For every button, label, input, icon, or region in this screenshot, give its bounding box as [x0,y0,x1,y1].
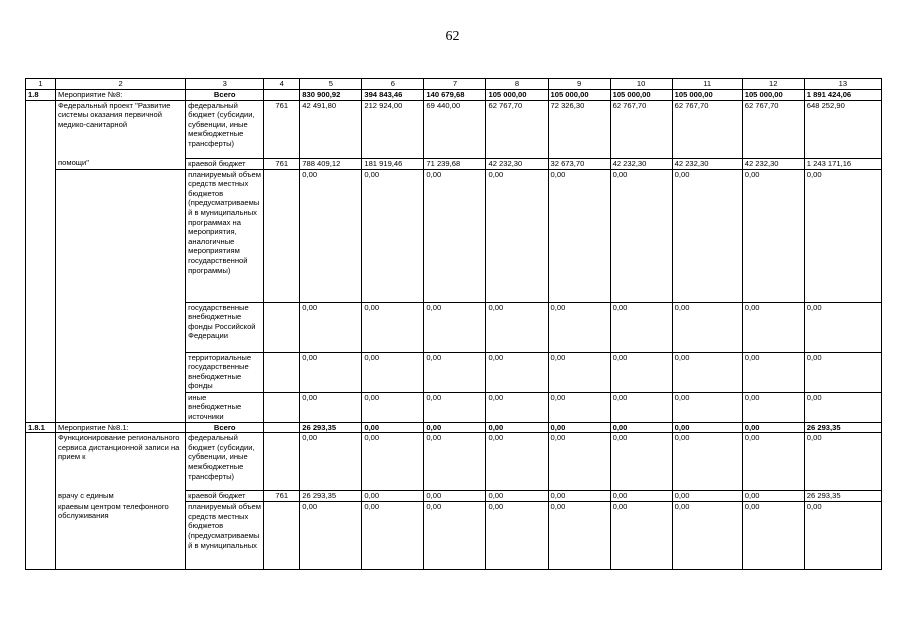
row-name [56,169,186,302]
header-cell: 9 [548,79,610,90]
row-name: краевым центром телефонного обслуживания [56,502,186,570]
value-cell: 0,00 [804,302,881,352]
code-cell [264,352,300,392]
funding-source: планируемый объем средств местных бюджетов (предусматриваемый в муниципальных [186,502,264,570]
value-cell: 0,00 [742,433,804,491]
table-row [26,90,882,101]
code-cell [264,422,300,433]
value-cell: 0,00 [742,392,804,422]
code-cell: 761 [264,491,300,502]
value-cell: 0,00 [362,392,424,422]
table-row [26,433,882,491]
value-cell: 62 767,70 [742,100,804,158]
row-number: 1.8 [26,90,56,101]
row-number: 1.8.1 [26,422,56,433]
value-cell: 72 326,30 [548,100,610,158]
value-cell: 62 767,70 [486,100,548,158]
value-cell: 26 293,35 [300,491,362,502]
value-cell: 62 767,70 [672,100,742,158]
row-name: Федеральный проект "Развитие системы оказания первичной медико-санитарной [56,100,186,158]
value-cell: 0,00 [548,392,610,422]
value-cell: 0,00 [742,491,804,502]
code-cell: 761 [264,100,300,158]
value-cell: 0,00 [672,302,742,352]
value-cell: 0,00 [486,169,548,302]
row-number [26,169,56,302]
value-cell: 105 000,00 [486,90,548,101]
row-number [26,158,56,169]
value-cell: 0,00 [486,352,548,392]
row-name: Функционирование регионального сервиса дистанционной записи на прием к [56,433,186,491]
value-cell: 0,00 [548,352,610,392]
value-cell: 69 440,00 [424,100,486,158]
row-number [26,100,56,158]
row-number [26,392,56,422]
row-name: врачу с единым [56,491,186,502]
funding-source: планируемый объем средств местных бюджетов (предусматриваемый в муниципальных программах на мероприятия, аналогичные мероприятиям государственной программы) [186,169,264,302]
value-cell: 71 239,68 [424,158,486,169]
value-cell: 0,00 [486,491,548,502]
table-row [26,502,882,570]
value-cell: 0,00 [300,352,362,392]
table-row [26,169,882,302]
value-cell: 830 900,92 [300,90,362,101]
value-cell: 0,00 [424,352,486,392]
code-cell [264,502,300,570]
value-cell: 0,00 [804,433,881,491]
value-cell: 26 293,35 [804,491,881,502]
row-name [56,392,186,422]
header-cell: 4 [264,79,300,90]
table-row [26,158,882,169]
value-cell: 0,00 [486,302,548,352]
row-number [26,302,56,352]
value-cell: 0,00 [742,302,804,352]
value-cell: 0,00 [672,491,742,502]
value-cell: 0,00 [548,422,610,433]
value-cell: 0,00 [424,491,486,502]
value-cell: 0,00 [548,502,610,570]
header-cell: 5 [300,79,362,90]
value-cell: 62 767,70 [610,100,672,158]
value-cell: 0,00 [742,169,804,302]
value-cell: 0,00 [672,502,742,570]
value-cell: 1 891 424,06 [804,90,881,101]
value-cell: 105 000,00 [610,90,672,101]
row-name [56,302,186,352]
value-cell: 0,00 [672,392,742,422]
value-cell: 0,00 [424,502,486,570]
table-header-row [26,79,882,90]
value-cell: 0,00 [300,169,362,302]
value-cell: 0,00 [486,433,548,491]
budget-table [25,78,882,570]
table-row [26,422,882,433]
row-number [26,433,56,491]
value-cell: 0,00 [610,491,672,502]
value-cell: 648 252,90 [804,100,881,158]
value-cell: 140 679,68 [424,90,486,101]
value-cell: 181 919,46 [362,158,424,169]
value-cell: 0,00 [610,502,672,570]
funding-source: территориальные государственные внебюджетные фонды [186,352,264,392]
page-number: 62 [445,29,460,44]
value-cell: 0,00 [486,392,548,422]
value-cell: 32 673,70 [548,158,610,169]
value-cell: 0,00 [300,392,362,422]
header-cell: 1 [26,79,56,90]
value-cell: 0,00 [610,392,672,422]
value-cell: 42 232,30 [672,158,742,169]
value-cell: 0,00 [742,422,804,433]
row-name: Мероприятие №8: [56,90,186,101]
value-cell: 0,00 [300,433,362,491]
value-cell: 0,00 [672,433,742,491]
funding-source: краевой бюджет [186,158,264,169]
value-cell: 0,00 [486,422,548,433]
code-cell [264,392,300,422]
table-row [26,491,882,502]
funding-source: федеральный бюджет (субсидии, субвенции, иные межбюджетные трансферты) [186,433,264,491]
table-row [26,352,882,392]
value-cell: 0,00 [300,302,362,352]
value-cell: 105 000,00 [548,90,610,101]
header-cell: 3 [186,79,264,90]
header-cell: 12 [742,79,804,90]
header-cell: 10 [610,79,672,90]
value-cell: 0,00 [424,422,486,433]
value-cell: 0,00 [548,302,610,352]
value-cell: 0,00 [424,392,486,422]
value-cell: 0,00 [804,502,881,570]
value-cell: 0,00 [548,433,610,491]
value-cell: 0,00 [424,169,486,302]
code-cell [264,90,300,101]
header-cell: 7 [424,79,486,90]
funding-source: федеральный бюджет (субсидии, субвенции, иные межбюджетные трансферты) [186,100,264,158]
table-row [26,100,882,158]
value-cell: 0,00 [362,169,424,302]
value-cell: 788 409,12 [300,158,362,169]
funding-source: краевой бюджет [186,491,264,502]
row-number [26,502,56,570]
code-cell: 761 [264,158,300,169]
value-cell: 0,00 [300,502,362,570]
value-cell: 212 924,00 [362,100,424,158]
value-cell: 0,00 [610,422,672,433]
header-cell: 2 [56,79,186,90]
value-cell: 0,00 [610,352,672,392]
value-cell: 0,00 [610,433,672,491]
value-cell: 0,00 [742,352,804,392]
code-cell [264,302,300,352]
value-cell: 26 293,35 [804,422,881,433]
value-cell: 0,00 [804,169,881,302]
table-row [26,302,882,352]
header-cell: 8 [486,79,548,90]
value-cell: 0,00 [672,352,742,392]
code-cell [264,169,300,302]
funding-source: иные внебюджетные источники [186,392,264,422]
row-name [56,352,186,392]
value-cell: 0,00 [362,433,424,491]
value-cell: 0,00 [804,392,881,422]
row-name: Мероприятие №8.1: [56,422,186,433]
value-cell: 0,00 [548,169,610,302]
value-cell: 1 243 171,16 [804,158,881,169]
value-cell: 0,00 [362,491,424,502]
value-cell: 105 000,00 [672,90,742,101]
header-cell: 13 [804,79,881,90]
value-cell: 42 491,80 [300,100,362,158]
value-cell: 0,00 [362,352,424,392]
value-cell: 105 000,00 [742,90,804,101]
code-cell [264,433,300,491]
value-cell: 0,00 [362,302,424,352]
value-cell: 42 232,30 [486,158,548,169]
value-cell: 0,00 [424,302,486,352]
header-cell: 11 [672,79,742,90]
table-row [26,392,882,422]
row-number [26,491,56,502]
funding-source: Всего [186,422,264,433]
row-number [26,352,56,392]
row-name: помощи" [56,158,186,169]
value-cell: 42 232,30 [742,158,804,169]
value-cell: 0,00 [610,169,672,302]
value-cell: 0,00 [672,422,742,433]
funding-source: Всего [186,90,264,101]
value-cell: 0,00 [548,491,610,502]
value-cell: 0,00 [362,502,424,570]
value-cell: 394 843,46 [362,90,424,101]
value-cell: 0,00 [610,302,672,352]
value-cell: 0,00 [424,433,486,491]
value-cell: 26 293,35 [300,422,362,433]
value-cell: 0,00 [362,422,424,433]
value-cell: 0,00 [672,169,742,302]
header-cell: 6 [362,79,424,90]
funding-source: государственные внебюджетные фонды Российской Федерации [186,302,264,352]
value-cell: 0,00 [804,352,881,392]
value-cell: 42 232,30 [610,158,672,169]
value-cell: 0,00 [486,502,548,570]
value-cell: 0,00 [742,502,804,570]
